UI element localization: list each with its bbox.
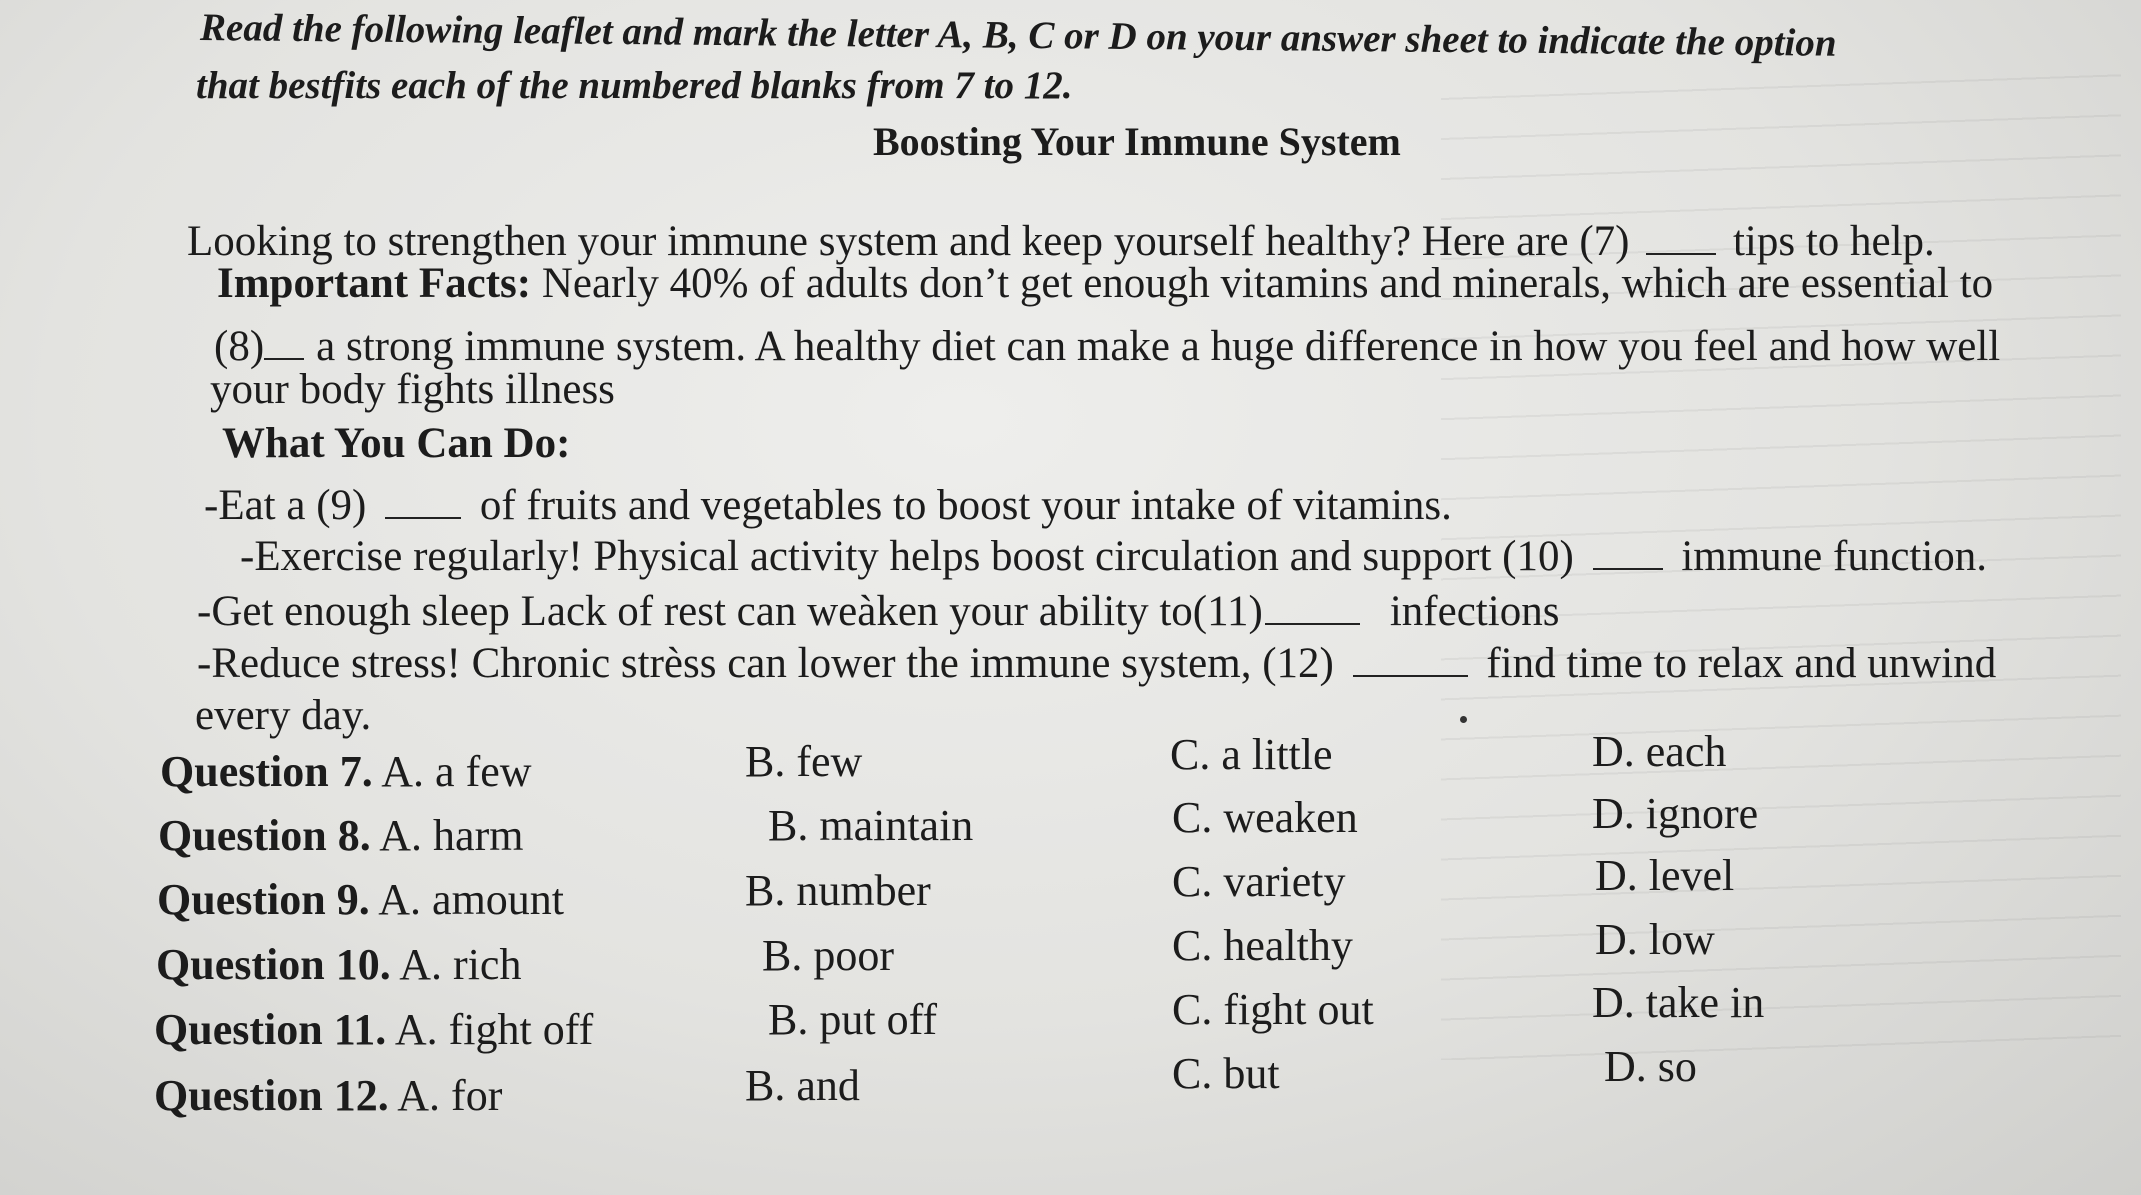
tip-stress <box>197 632 1996 685</box>
page-title: Boosting Your Immune System <box>873 119 1401 164</box>
blank-9 <box>385 474 461 519</box>
ink-dot <box>1460 716 1467 723</box>
blank-10 <box>1593 525 1663 570</box>
question-12 <box>154 1071 503 1120</box>
passage-intro-text: Looking to strengthen your immune system and keep yourself healthy? Here are (7) <box>187 218 1630 265</box>
passage-intro-end: tips to help. <box>1732 218 1935 265</box>
tip-exercise <box>240 525 1987 578</box>
facts-number-8: (8) <box>214 323 265 370</box>
blank-8 <box>264 315 304 360</box>
tip-sleep-text: -Get enough sleep Lack of rest can weàken your ability to(11) <box>197 588 1263 635</box>
question-10-option-d: D. low <box>1595 915 1715 964</box>
question-11-option-c: C. fight out <box>1172 985 1374 1034</box>
tip-sleep <box>197 580 1559 633</box>
question-11-option-b: B. put off <box>768 995 938 1044</box>
question-10-option-c: C. healthy <box>1172 921 1353 970</box>
facts-line-2 <box>214 315 2000 368</box>
question-9-option-b: B. number <box>745 866 931 915</box>
question-12-option-b: B. and <box>745 1061 860 1110</box>
blank-11 <box>1265 580 1360 625</box>
question-7-option-c: C. a little <box>1170 730 1333 779</box>
tip-eat-end: of fruits and vegetables to boost your intake of vitamins. <box>479 482 1452 529</box>
question-10 <box>156 940 522 989</box>
question-9 <box>157 875 565 924</box>
question-12-label: Question 12. <box>154 1071 389 1120</box>
question-7-label: Question 7. <box>160 747 373 796</box>
question-9-label: Question 9. <box>157 875 370 924</box>
facts-line-1 <box>217 262 1993 305</box>
question-11-label: Question 11. <box>154 1005 387 1054</box>
question-7-option-d: D. each <box>1592 727 1727 776</box>
question-11 <box>154 1005 594 1054</box>
question-12-option-a: A. for <box>397 1071 503 1120</box>
question-12-option-d: D. so <box>1604 1042 1697 1091</box>
question-8-option-d: D. ignore <box>1592 789 1759 838</box>
tip-eat-text: -Eat a (9) <box>204 482 367 529</box>
question-7-option-a: A. a few <box>381 747 532 796</box>
question-10-label: Question 10. <box>156 940 391 989</box>
facts-line-3: your body fights illness <box>210 366 615 413</box>
tip-exercise-text: -Exercise regularly! Physical activity helps boost circulation and support (10) <box>240 533 1574 580</box>
question-9-option-c: C. variety <box>1172 857 1346 906</box>
facts-text-2: a strong immune system. A healthy diet can make a huge difference in how you feel and how well <box>316 323 2001 370</box>
question-9-option-d: D. level <box>1595 851 1735 900</box>
facts-text: Nearly 40% of adults don’t get enough vitamins and minerals, which are essential to <box>541 260 1994 307</box>
tip-stress-text: -Reduce stress! Chronic strèss can lower the immune system, (12) <box>197 640 1334 687</box>
question-8-option-a: A. harm <box>379 811 524 860</box>
tip-stress-end: find time to relax and unwind <box>1486 640 1997 687</box>
question-8-label: Question 8. <box>158 811 371 860</box>
tip-sleep-end: infections <box>1389 588 1560 635</box>
section-heading: What You Can Do: <box>222 420 571 467</box>
question-11-option-a: A. fight off <box>394 1005 594 1054</box>
question-10-option-b: B. poor <box>762 931 894 980</box>
question-12-option-c: C. but <box>1172 1049 1280 1098</box>
passage-intro <box>187 210 1935 263</box>
question-8 <box>158 811 524 860</box>
question-8-option-b: B. maintain <box>768 801 974 850</box>
instructions-line-1: Read the following leaflet and mark the letter A, B, C or D on your answer sheet to indicate the option <box>199 6 1837 65</box>
tip-eat <box>204 474 1452 527</box>
tip-exercise-end: immune function. <box>1681 533 1988 580</box>
question-11-option-d: D. take in <box>1592 978 1765 1027</box>
tip-stress-continued: every day. <box>195 692 372 739</box>
blank-12 <box>1353 632 1468 677</box>
question-7 <box>160 747 532 796</box>
question-8-option-c: C. weaken <box>1172 793 1358 842</box>
question-9-option-a: A. amount <box>378 875 565 924</box>
instructions-line-2: that bestfits each of the numbered blanks from 7 to 12. <box>196 64 1073 107</box>
question-10-option-a: A. rich <box>399 940 522 989</box>
question-7-option-b: B. few <box>745 737 863 786</box>
facts-label: Important Facts: <box>217 260 532 307</box>
blank-7 <box>1646 210 1716 255</box>
